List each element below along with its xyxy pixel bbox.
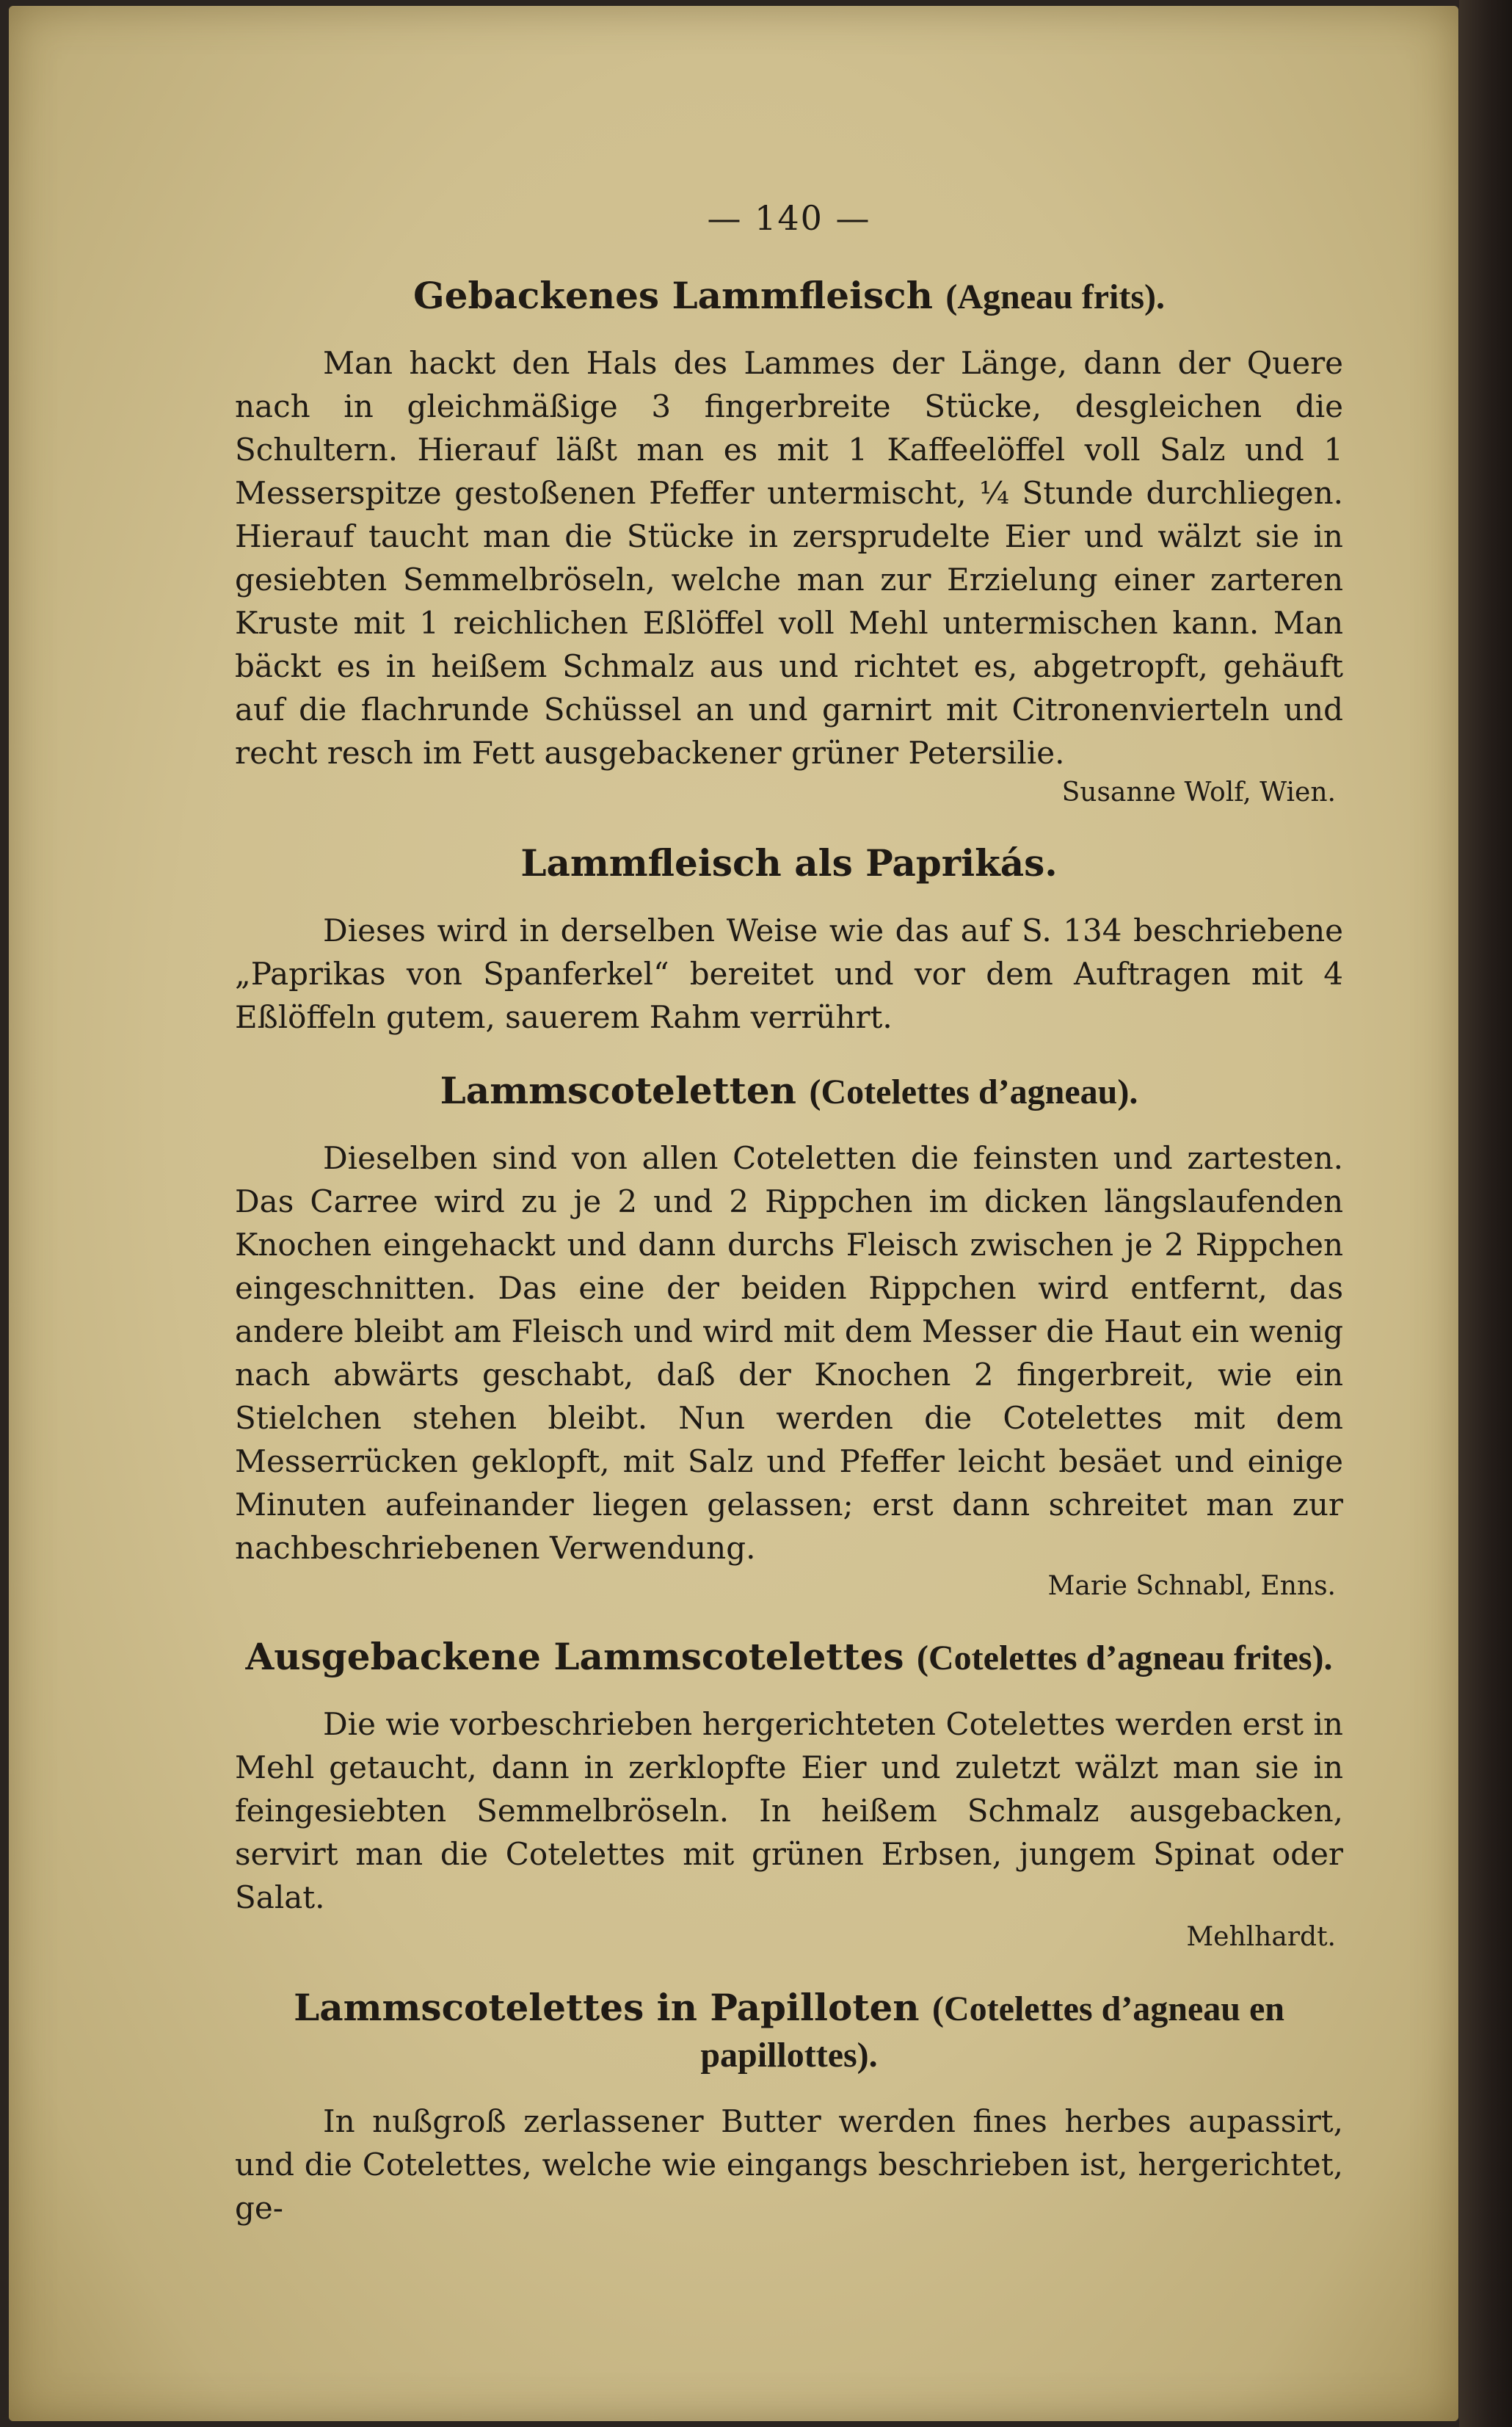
recipe-body: Dieselben sind von allen Coteletten die feinsten und zartesten. Das Carree wird zu je 2 und 2 Rippchen im dicken längslaufenden Knochen eingehackt und dann durchs Fleisch zwischen je 2 Rippchen eingeschnitten. Das eine der beiden Rippchen wird entfernt, das andere bleibt am Fleisch und wird mit dem Messer die Haut ein wenig nach abwärts geschabt, daß der Knochen 2 fingerbreit, wie ein Stielchen stehen bleibt. Nun werden die Cotelettes mit dem Messerrücken geklopft, mit Salz und Pfeffer leicht besäet und einige Minuten aufeinander liegen gelassen; erst dann schreitet man zur nachbeschriebenen Verwendung. bbox=[235, 1139, 1343, 1566]
recipe-body: In nußgroß zerlassener Butter werden fines herbes aupassirt, und die Cotelettes, welche wie eingangs beschrieben ist, hergerichtet, ge- bbox=[235, 2103, 1343, 2226]
recipe-title: Lammfleisch als Paprikás. bbox=[520, 841, 1058, 885]
recipe-heading bbox=[235, 1634, 1343, 1680]
recipe-heading bbox=[235, 1985, 1343, 2078]
recipe-title: Ausgebackene Lammscotelettes bbox=[245, 1634, 904, 1678]
recipe-heading bbox=[235, 841, 1343, 887]
recipe-body: Dieses wird in derselben Weise wie das auf S. 134 beschriebene „Paprikas von Spanferkel“ bereitet und vor dem Auftragen mit 4 Eßlöffeln gutem, sauerem Rahm verrührt. bbox=[235, 912, 1343, 1035]
recipe-signature: Susanne Wolf, Wien. bbox=[1061, 777, 1336, 808]
recipe-signature: Marie Schnabl, Enns. bbox=[1047, 1570, 1336, 1601]
book-spine bbox=[1459, 0, 1512, 2427]
recipe-lammscotelettes-papilloten bbox=[235, 1985, 1343, 2230]
page-number: — 140 — bbox=[707, 198, 871, 238]
recipe-title: Lammscoteletten bbox=[440, 1068, 797, 1112]
recipe-gebackenes-lammfleisch bbox=[235, 273, 1343, 811]
recipe-lammscoteletten bbox=[235, 1068, 1343, 1605]
recipe-subtitle: (Cotelettes d’agneau en papillottes). bbox=[700, 1989, 1284, 2075]
recipe-body: Die wie vorbeschrieben hergerichteten Cotelettes werden erst in Mehl getaucht, dann in zerklopfte Eier und zuletzt wälzt man sie in feingesiebten Semmelbröseln. In heißem Schmalz ausgebacken, servirt man die Cotelettes mit grünen Erbsen, jungem Spinat oder Salat. bbox=[235, 1705, 1343, 1915]
recipe-subtitle: (Cotelettes d’agneau frites). bbox=[917, 1638, 1333, 1677]
recipe-subtitle: (Cotelettes d’agneau). bbox=[809, 1072, 1138, 1111]
recipe-body: Man hackt den Hals des Lammes der Länge, dann der Quere nach in gleichmäßige 3 fingerbreite Stücke, desgleichen die Schultern. Hierauf läßt man es mit 1 Kaffeelöffel voll Salz und 1 Messerspitze gestoßenen Pfeffer untermischt, ¼ Stunde durchliegen. Hierauf taucht man die Stücke in zersprudelte Eier und wälzt sie in gesiebten Semmelbröseln, welche man zur Erzielung einer zarteren Kruste mit 1 reichlichen Eßlöffel voll Mehl untermischen kann. Man bäckt es in heißem Schmalz aus und richtet es, abgetropft, gehäuft auf die flachrunde Schüssel an und garnirt mit Citronenvierteln und recht resch im Fett ausgebackener grüner Petersilie. bbox=[235, 345, 1343, 771]
recipe-title: Gebackenes Lammfleisch bbox=[412, 274, 933, 317]
page-text bbox=[235, 198, 1343, 2243]
recipe-subtitle: (Agneau frits). bbox=[945, 277, 1165, 316]
recipe-heading bbox=[235, 1068, 1343, 1114]
recipe-title: Lammscotelettes in Papilloten bbox=[294, 1985, 920, 2029]
recipe-heading bbox=[235, 273, 1343, 319]
recipe-signature: Mehlhardt. bbox=[1186, 1921, 1336, 1952]
recipe-lammfleisch-paprikas bbox=[235, 841, 1343, 1039]
recipe-ausgebackene-lammscotelettes bbox=[235, 1634, 1343, 1956]
